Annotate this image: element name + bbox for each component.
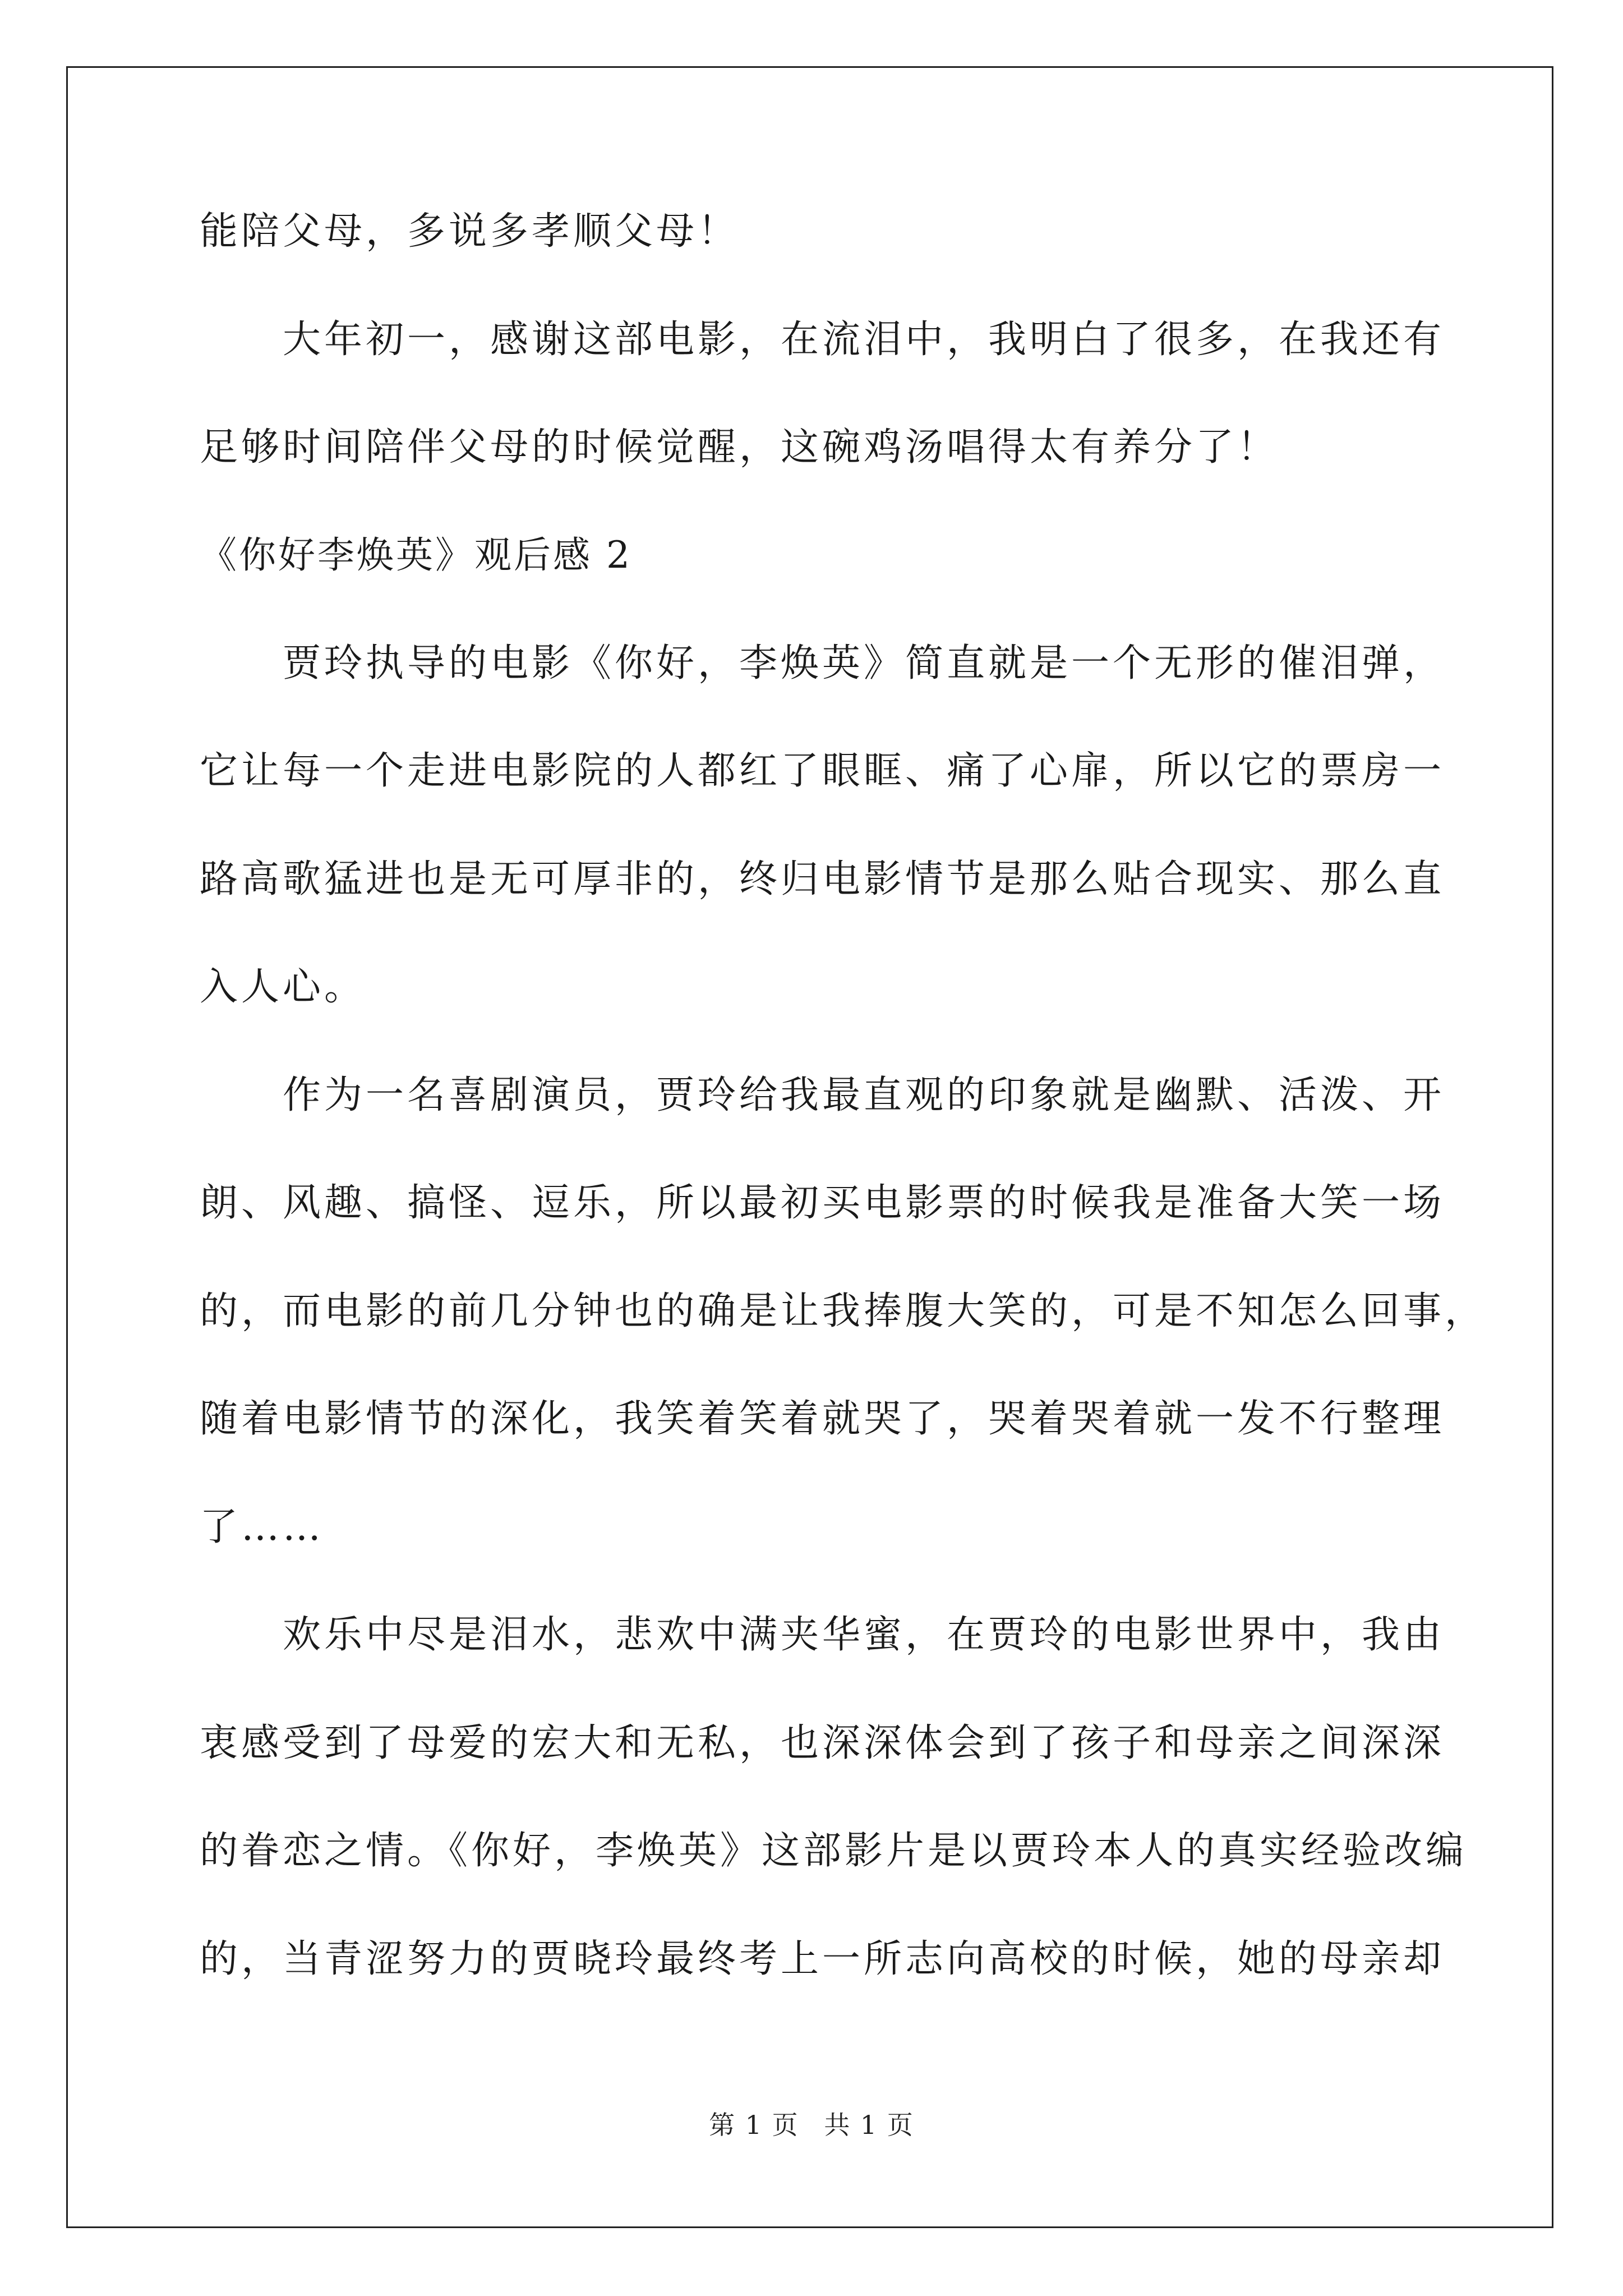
- text-line: 大年初一，感谢这部电影，在流泪中，我明白了很多，在我还有: [283, 318, 1445, 362]
- text-line: 朗、风趣、搞怪、逗乐，所以最初买电影票的时候我是准备大笑一场: [200, 1181, 1445, 1225]
- text-line: 的，而电影的前几分钟也的确是让我捧腹大笑的，可是不知怎么回事，: [200, 1289, 1487, 1333]
- text-line: 随着电影情节的深化，我笑着笑着就哭了，哭着哭着就一发不行整理: [200, 1397, 1445, 1441]
- text-line: 贾玲执导的电影《你好，李焕英》简直就是一个无形的催泪弹，: [283, 641, 1445, 685]
- page-footer: [0, 2108, 1623, 2142]
- section-heading: 《你好李焕英》观后感 2: [200, 533, 632, 577]
- text-line: 能陪父母，多说多孝顺父母！: [200, 209, 740, 254]
- text-line: 足够时间陪伴父母的时候觉醒，这碗鸡汤唱得太有养分了！: [200, 425, 1279, 470]
- text-line: 作为一名喜剧演员，贾玲给我最直观的印象就是幽默、活泼、开: [283, 1073, 1445, 1117]
- page-border: [66, 66, 1553, 2228]
- page-total: 共 1 页: [824, 2110, 914, 2140]
- text-line: 欢乐中尽是泪水，悲欢中满夹华蜜，在贾玲的电影世界中，我由: [283, 1613, 1445, 1657]
- text-line: 路高歌猛进也是无可厚非的，终归电影情节是那么贴合现实、那么直: [200, 857, 1445, 901]
- text-line: 入人心。: [200, 965, 366, 1009]
- text-line: 的，当青涩努力的贾晓玲最终考上一所志向高校的时候，她的母亲却: [200, 1937, 1445, 1981]
- text-line: 衷感受到了母爱的宏大和无私，也深深体会到了孩子和母亲之间深深: [200, 1721, 1445, 1765]
- page-number: 第 1 页: [709, 2110, 799, 2140]
- text-line: 了……: [200, 1505, 325, 1549]
- text-line: 的眷恋之情。《你好，李焕英》这部影片是以贾玲本人的真实经验改编: [200, 1829, 1468, 1873]
- text-line: 它让每一个走进电影院的人都红了眼眶、痛了心扉，所以它的票房一: [200, 749, 1445, 793]
